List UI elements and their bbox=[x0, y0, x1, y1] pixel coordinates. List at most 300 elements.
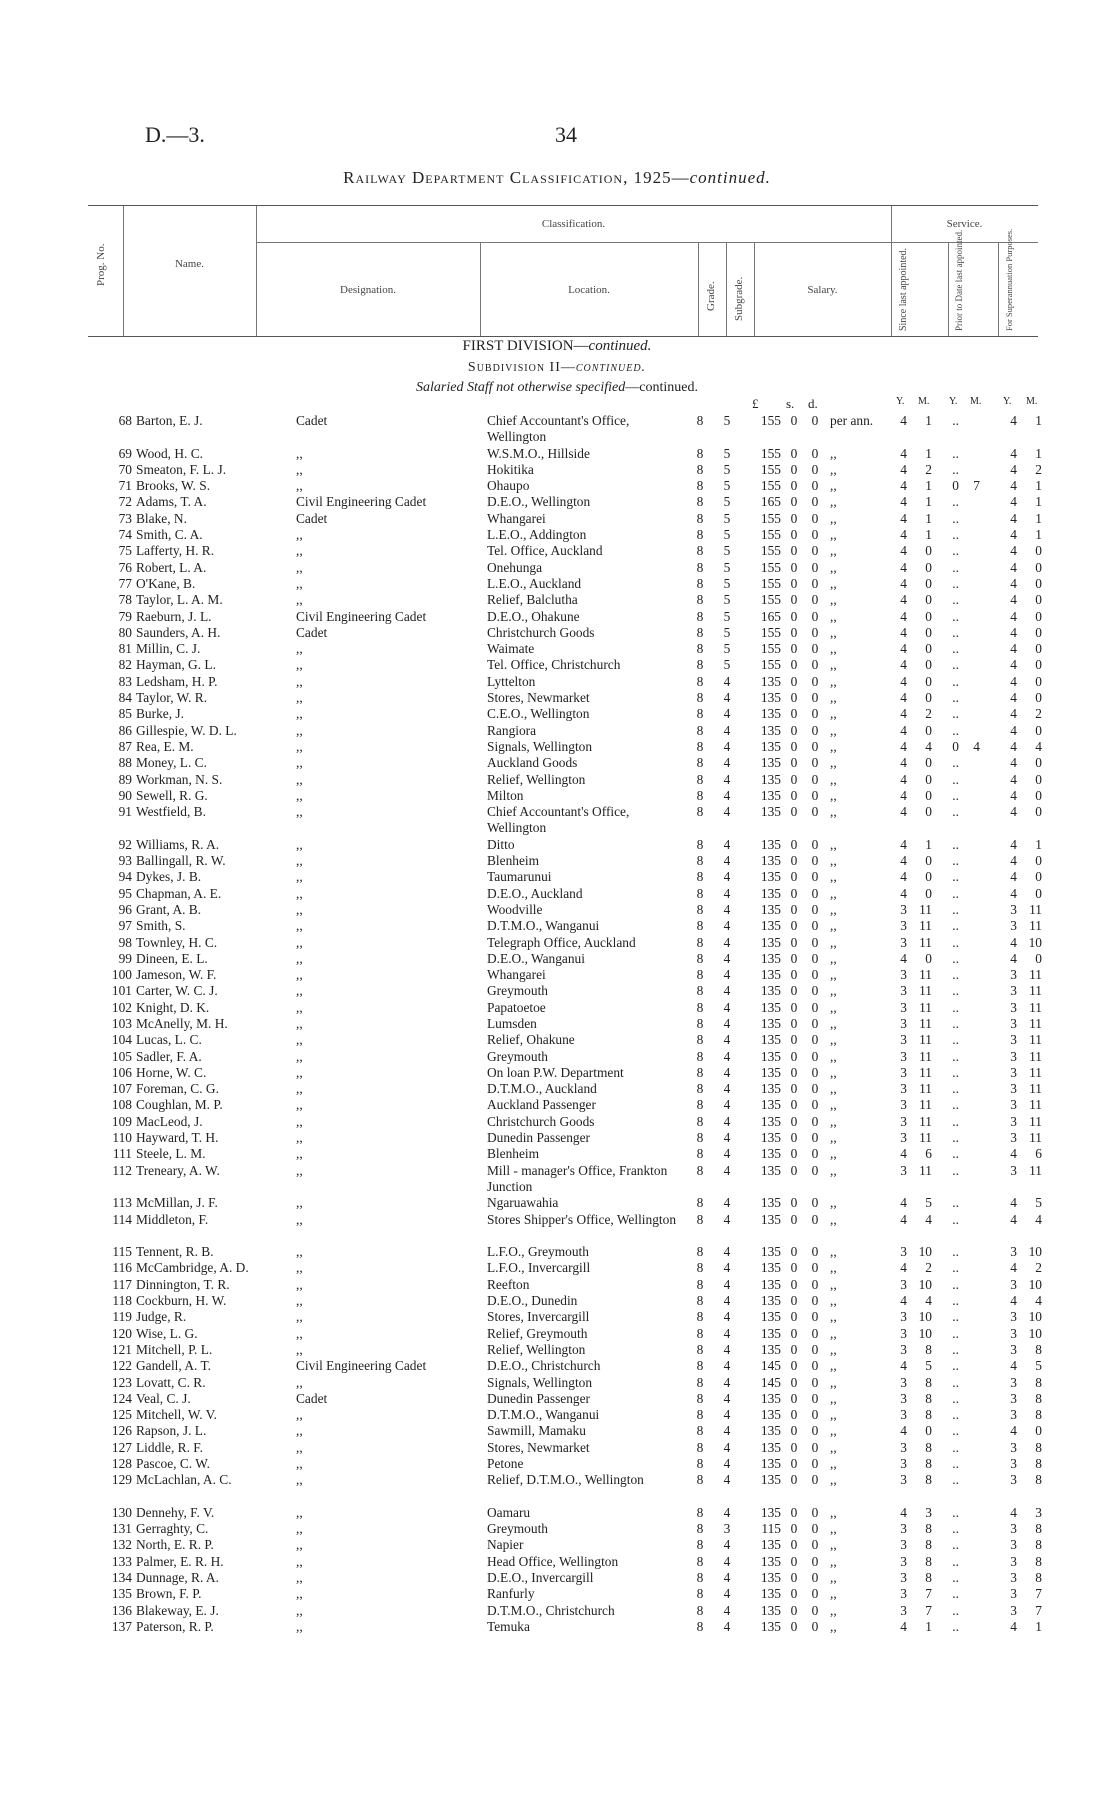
cell-dd: 0 bbox=[811, 967, 819, 983]
cell-fy: 4 bbox=[1010, 608, 1017, 624]
cell-per: ,, bbox=[830, 706, 837, 722]
cell-desig: ,, bbox=[296, 787, 303, 803]
cell-sh: 0 bbox=[790, 1195, 798, 1211]
cell-grade: 8 bbox=[696, 559, 704, 575]
cell-sy: 3 bbox=[900, 1553, 907, 1569]
cell-name: Jameson, W. F. bbox=[136, 967, 217, 983]
cell-per: ,, bbox=[830, 1293, 837, 1309]
cell-sh: 0 bbox=[790, 836, 798, 852]
cell-desig: ,, bbox=[296, 592, 303, 608]
table-row bbox=[0, 1586, 1114, 1602]
unit-years-1: Y. bbox=[896, 396, 905, 407]
cell-prog: 84 bbox=[118, 690, 132, 706]
cell-sy: 4 bbox=[900, 657, 907, 673]
cell-py: .. bbox=[952, 494, 959, 510]
cell-prog: 95 bbox=[118, 885, 132, 901]
cell-fm: 0 bbox=[1035, 869, 1042, 885]
cell-pm: 7 bbox=[973, 478, 980, 494]
cell-grade: 8 bbox=[696, 1504, 704, 1520]
cell-fm: 11 bbox=[1029, 967, 1042, 983]
table-row bbox=[0, 560, 1114, 576]
cell-py: .. bbox=[952, 706, 959, 722]
cell-py: .. bbox=[952, 559, 959, 575]
title-main: Railway Department Classification, 1925— bbox=[343, 168, 690, 187]
table-row bbox=[0, 1293, 1114, 1309]
cell-name: Liddle, R. F. bbox=[136, 1439, 203, 1455]
cell-name: Wood, H. C. bbox=[136, 445, 203, 461]
cell-fm: 0 bbox=[1035, 657, 1042, 673]
cell-dd: 0 bbox=[811, 787, 819, 803]
cell-sh: 0 bbox=[790, 1423, 798, 1439]
cell-name: Brooks, W. S. bbox=[136, 478, 211, 494]
cell-grade: 8 bbox=[696, 494, 704, 510]
cell-sm: 1 bbox=[925, 494, 932, 510]
table-row bbox=[0, 706, 1114, 722]
unit-years-3: Y. bbox=[1003, 396, 1012, 407]
cell-name: Pascoe, C. W. bbox=[136, 1456, 211, 1471]
table-row bbox=[0, 837, 1114, 853]
cell-sy: 4 bbox=[900, 641, 907, 657]
cell-name: Palmer, E. R. H. bbox=[136, 1553, 224, 1569]
cell-desig: ,, bbox=[296, 1439, 303, 1455]
cell-sm: 0 bbox=[925, 608, 932, 624]
cell-py: .. bbox=[952, 1309, 959, 1325]
table-row bbox=[0, 674, 1114, 690]
cell-sub: 5 bbox=[723, 461, 731, 477]
cell-name: Westfield, B. bbox=[136, 804, 206, 820]
cell-per: ,, bbox=[830, 755, 837, 771]
cell-per: ,, bbox=[830, 950, 837, 966]
document-reference: D.—3. bbox=[145, 122, 205, 147]
cell-dd: 0 bbox=[811, 1553, 819, 1569]
cell-dd: 0 bbox=[811, 1456, 819, 1471]
cell-fy: 4 bbox=[1010, 1423, 1017, 1439]
cell-grade: 8 bbox=[696, 1097, 704, 1113]
cell-py: .. bbox=[952, 804, 959, 820]
cell-per: ,, bbox=[830, 1195, 837, 1211]
cell-sy: 3 bbox=[900, 1032, 907, 1048]
cell-grade: 8 bbox=[696, 624, 704, 640]
cell-sub: 4 bbox=[723, 1293, 731, 1309]
cell-grade: 8 bbox=[696, 1211, 704, 1227]
cell-sm: 11 bbox=[919, 934, 932, 950]
cell-sub: 4 bbox=[723, 1015, 731, 1031]
cell-per: ,, bbox=[830, 787, 837, 803]
cell-desig: ,, bbox=[296, 1537, 303, 1553]
cell-prog: 132 bbox=[111, 1537, 132, 1553]
cell-sm: 0 bbox=[925, 869, 932, 885]
cell-name: Veal, C. J. bbox=[136, 1390, 191, 1406]
cell-per: ,, bbox=[830, 1504, 837, 1520]
cell-sh: 0 bbox=[790, 1553, 798, 1569]
cell-sh: 0 bbox=[790, 1456, 798, 1471]
cell-fy: 4 bbox=[1010, 445, 1017, 461]
cell-per: ,, bbox=[830, 1211, 837, 1227]
cell-fy: 4 bbox=[1010, 1211, 1017, 1227]
cell-sy: 4 bbox=[900, 592, 907, 608]
cell-fy: 4 bbox=[1010, 690, 1017, 706]
cell-grade: 8 bbox=[696, 706, 704, 722]
cell-grade: 8 bbox=[696, 722, 704, 738]
cell-desig: Civil Engineering Cadet bbox=[296, 1358, 427, 1374]
cell-name: Rapson, J. L. bbox=[136, 1423, 207, 1439]
header-divider bbox=[256, 242, 1038, 243]
cell-prog: 71 bbox=[118, 478, 132, 494]
cell-sy: 4 bbox=[900, 1358, 907, 1374]
cell-loc: Sawmill, Mamaku bbox=[487, 1423, 586, 1439]
cell-py: .. bbox=[952, 461, 959, 477]
cell-sh: 0 bbox=[790, 722, 798, 738]
cell-py: .. bbox=[952, 755, 959, 771]
cell-loc: D.E.O., Wanganui bbox=[487, 950, 585, 966]
cell-sy: 3 bbox=[900, 934, 907, 950]
cell-fm: 11 bbox=[1029, 901, 1042, 917]
cell-fy: 3 bbox=[1010, 999, 1017, 1015]
cell-sy: 3 bbox=[900, 1113, 907, 1129]
cell-dd: 0 bbox=[811, 1602, 819, 1618]
cell-py: .. bbox=[952, 608, 959, 624]
cell-grade: 8 bbox=[696, 510, 704, 526]
table-row bbox=[0, 1505, 1114, 1521]
cell-prog: 106 bbox=[111, 1064, 132, 1080]
cell-sub: 4 bbox=[723, 999, 731, 1015]
cell-sm: 11 bbox=[919, 983, 932, 999]
cell-loc: L.E.O., Auckland bbox=[487, 575, 582, 591]
cell-prog: 115 bbox=[112, 1244, 132, 1260]
col-divider bbox=[698, 242, 699, 336]
cell-desig: ,, bbox=[296, 575, 303, 591]
cell-sy: 4 bbox=[900, 885, 907, 901]
cell-grade: 8 bbox=[696, 527, 704, 543]
cell-sm: 11 bbox=[919, 901, 932, 917]
cell-name: Dunnage, R. A. bbox=[136, 1570, 219, 1586]
cell-sal: 155 bbox=[760, 413, 781, 428]
cell-prog: 134 bbox=[111, 1570, 132, 1586]
cell-sub: 4 bbox=[723, 1032, 731, 1048]
cell-loc: Ranfurly bbox=[487, 1586, 535, 1602]
cell-sub: 4 bbox=[723, 1390, 731, 1406]
cell-grade: 8 bbox=[696, 1602, 704, 1618]
cell-sy: 3 bbox=[900, 1064, 907, 1080]
cell-py: .. bbox=[952, 1097, 959, 1113]
cell-fm: 10 bbox=[1028, 934, 1042, 950]
cell-sub: 4 bbox=[723, 1097, 731, 1113]
cell-sm: 8 bbox=[925, 1341, 932, 1357]
table-row bbox=[0, 413, 1114, 446]
cell-prog: 135 bbox=[111, 1586, 132, 1602]
cell-sal: 135 bbox=[760, 1325, 781, 1341]
cell-fm: 0 bbox=[1035, 755, 1042, 771]
cell-sub: 4 bbox=[723, 1553, 731, 1569]
table-row bbox=[0, 967, 1114, 983]
cell-grade: 8 bbox=[696, 1260, 704, 1276]
cell-fm: 5 bbox=[1035, 1358, 1042, 1374]
table-row bbox=[0, 1065, 1114, 1081]
cell-grade: 8 bbox=[696, 885, 704, 901]
cell-sm: 7 bbox=[925, 1586, 932, 1602]
cell-py: .. bbox=[952, 1602, 959, 1618]
cell-sh: 0 bbox=[790, 559, 798, 575]
cell-desig: ,, bbox=[296, 527, 303, 543]
cell-dd: 0 bbox=[811, 804, 819, 820]
cell-fm: 5 bbox=[1035, 1195, 1042, 1211]
cell-grade: 8 bbox=[696, 1032, 704, 1048]
cell-sal: 135 bbox=[760, 967, 781, 983]
cell-prog: 102 bbox=[111, 999, 132, 1015]
cell-sal: 155 bbox=[760, 527, 781, 543]
cell-name: Chapman, A. E. bbox=[136, 885, 222, 901]
cell-fy: 3 bbox=[1010, 1602, 1017, 1618]
cell-sy: 3 bbox=[900, 1015, 907, 1031]
cell-grade: 8 bbox=[696, 853, 704, 869]
cell-sy: 3 bbox=[900, 999, 907, 1015]
cell-per: ,, bbox=[830, 738, 837, 754]
cell-loc: Whangarei bbox=[487, 510, 546, 526]
cell-loc: Dunedin Passenger bbox=[487, 1130, 591, 1146]
unit-shillings: s. bbox=[786, 396, 795, 411]
cell-sy: 4 bbox=[900, 836, 907, 852]
cell-sub: 4 bbox=[723, 706, 731, 722]
cell-sub: 4 bbox=[723, 918, 731, 934]
cell-name: Cockburn, H. W. bbox=[136, 1293, 227, 1309]
cell-sm: 2 bbox=[925, 706, 932, 722]
cell-per: ,, bbox=[830, 1358, 837, 1374]
cell-per: ,, bbox=[830, 575, 837, 591]
cell-fm: 0 bbox=[1035, 624, 1042, 640]
cell-fy: 3 bbox=[1010, 1309, 1017, 1325]
cell-py: .. bbox=[952, 1407, 959, 1423]
cell-per: ,, bbox=[830, 885, 837, 901]
cell-desig: ,, bbox=[296, 1130, 303, 1146]
cell-prog: 88 bbox=[118, 755, 132, 771]
cell-fy: 4 bbox=[1010, 641, 1017, 657]
cell-per: per ann. bbox=[830, 413, 874, 428]
cell-sy: 4 bbox=[900, 722, 907, 738]
cell-per: ,, bbox=[830, 559, 837, 575]
cell-name: Foreman, C. G. bbox=[136, 1081, 219, 1097]
table-row bbox=[0, 951, 1114, 967]
cell-desig: ,, bbox=[296, 1309, 303, 1325]
cell-grade: 8 bbox=[696, 755, 704, 771]
cell-grade: 8 bbox=[696, 804, 704, 820]
cell-py: .. bbox=[952, 1293, 959, 1309]
cell-fy: 4 bbox=[1010, 869, 1017, 885]
cell-py: .. bbox=[952, 885, 959, 901]
cell-dd: 0 bbox=[811, 1097, 819, 1113]
cell-sy: 4 bbox=[900, 950, 907, 966]
cell-name: Lovatt, C. R. bbox=[136, 1374, 206, 1390]
cell-fy: 4 bbox=[1010, 559, 1017, 575]
cell-desig: ,, bbox=[296, 1570, 303, 1586]
cell-loc: W.S.M.O., Hillside bbox=[487, 445, 590, 461]
cell-loc: Chief Accountant's Office, Wellington bbox=[487, 804, 630, 836]
table-row bbox=[0, 1081, 1114, 1097]
cell-fm: 11 bbox=[1029, 1064, 1042, 1080]
cell-prog: 70 bbox=[118, 461, 132, 477]
cell-prog: 107 bbox=[111, 1081, 132, 1097]
cell-sh: 0 bbox=[790, 901, 798, 917]
cell-name: Tennent, R. B. bbox=[136, 1244, 214, 1260]
cell-grade: 8 bbox=[696, 1130, 704, 1146]
cell-dd: 0 bbox=[811, 1390, 819, 1406]
cell-per: ,, bbox=[830, 445, 837, 461]
cell-py: .. bbox=[952, 1390, 959, 1406]
cell-sy: 3 bbox=[900, 1456, 907, 1471]
cell-py: .. bbox=[952, 527, 959, 543]
cell-sal: 135 bbox=[760, 1064, 781, 1080]
cell-dd: 0 bbox=[811, 413, 819, 428]
cell-sub: 5 bbox=[723, 559, 731, 575]
cell-loc: Christchurch Goods bbox=[487, 1113, 595, 1129]
cell-py: .. bbox=[952, 1456, 959, 1471]
cell-sm: 1 bbox=[925, 445, 932, 461]
cell-py: .. bbox=[952, 1521, 959, 1537]
table-row bbox=[0, 804, 1114, 837]
cell-loc: Auckland Passenger bbox=[487, 1097, 596, 1113]
cell-dd: 0 bbox=[811, 1423, 819, 1439]
cell-dd: 0 bbox=[811, 1325, 819, 1341]
cell-grade: 8 bbox=[696, 1081, 704, 1097]
cell-loc: Ngaruawahia bbox=[487, 1195, 559, 1211]
cell-sub: 4 bbox=[723, 1113, 731, 1129]
cell-fm: 3 bbox=[1035, 1504, 1042, 1520]
cell-prog: 121 bbox=[111, 1341, 132, 1357]
cell-sy: 4 bbox=[900, 413, 907, 428]
cell-sh: 0 bbox=[790, 1504, 798, 1520]
cell-per: ,, bbox=[830, 1537, 837, 1553]
cell-fm: 1 bbox=[1035, 510, 1042, 526]
cell-dd: 0 bbox=[811, 1015, 819, 1031]
cell-fy: 4 bbox=[1010, 1618, 1017, 1634]
cell-prog: 78 bbox=[118, 592, 132, 608]
cell-sal: 135 bbox=[760, 1570, 781, 1586]
cell-sub: 4 bbox=[723, 934, 731, 950]
cell-dd: 0 bbox=[811, 575, 819, 591]
table-row bbox=[0, 1260, 1114, 1276]
cell-loc: Hokitika bbox=[487, 461, 534, 477]
cell-fy: 3 bbox=[1010, 1162, 1017, 1178]
cell-prog: 85 bbox=[118, 706, 132, 722]
cell-grade: 8 bbox=[696, 1325, 704, 1341]
cell-fm: 0 bbox=[1035, 559, 1042, 575]
cell-dd: 0 bbox=[811, 1032, 819, 1048]
cell-sh: 0 bbox=[790, 1407, 798, 1423]
cell-per: ,, bbox=[830, 1374, 837, 1390]
table-row bbox=[0, 739, 1114, 755]
cell-fy: 4 bbox=[1010, 934, 1017, 950]
cell-name: Judge, R. bbox=[136, 1309, 187, 1325]
cell-sal: 155 bbox=[760, 543, 781, 559]
col-divider bbox=[726, 242, 727, 336]
cell-loc: Mill - manager's Office, Frankton Junction bbox=[487, 1162, 668, 1194]
cell-sub: 4 bbox=[723, 787, 731, 803]
cell-desig: ,, bbox=[296, 771, 303, 787]
table-row bbox=[0, 1114, 1114, 1130]
cell-sal: 135 bbox=[760, 1586, 781, 1602]
cell-sal: 135 bbox=[760, 1113, 781, 1129]
cell-fm: 0 bbox=[1035, 690, 1042, 706]
cell-py: .. bbox=[952, 967, 959, 983]
cell-name: Mitchell, P. L. bbox=[136, 1341, 213, 1357]
cell-sm: 0 bbox=[925, 804, 932, 820]
cell-sh: 0 bbox=[790, 690, 798, 706]
cell-dd: 0 bbox=[811, 1521, 819, 1537]
cell-fy: 3 bbox=[1010, 1472, 1017, 1488]
cell-sal: 135 bbox=[760, 999, 781, 1015]
cell-loc: Napier bbox=[487, 1537, 524, 1553]
cell-sub: 4 bbox=[723, 1439, 731, 1455]
cell-fy: 4 bbox=[1010, 478, 1017, 494]
cell-per: ,, bbox=[830, 1081, 837, 1097]
cell-sub: 4 bbox=[723, 1374, 731, 1390]
cell-sm: 1 bbox=[925, 527, 932, 543]
cell-name: Ledsham, H. P. bbox=[136, 673, 218, 689]
cell-loc: Reefton bbox=[487, 1276, 530, 1292]
cell-sm: 0 bbox=[925, 885, 932, 901]
cell-desig: ,, bbox=[296, 690, 303, 706]
cell-per: ,, bbox=[830, 983, 837, 999]
cell-py: .. bbox=[952, 543, 959, 559]
cell-per: ,, bbox=[830, 967, 837, 983]
cell-fy: 3 bbox=[1010, 967, 1017, 983]
cell-sy: 3 bbox=[900, 1472, 907, 1488]
cell-grade: 8 bbox=[696, 543, 704, 559]
cell-sal: 135 bbox=[760, 983, 781, 999]
cell-grade: 8 bbox=[696, 1456, 704, 1471]
cell-loc: D.E.O., Christchurch bbox=[487, 1358, 601, 1374]
cell-sub: 5 bbox=[723, 641, 731, 657]
cell-loc: Milton bbox=[487, 787, 524, 803]
cell-sh: 0 bbox=[790, 608, 798, 624]
cell-sh: 0 bbox=[790, 1146, 798, 1162]
cell-sal: 135 bbox=[760, 1032, 781, 1048]
cell-fm: 11 bbox=[1029, 1097, 1042, 1113]
cell-py: 0 bbox=[952, 478, 959, 494]
cell-grade: 8 bbox=[696, 1407, 704, 1423]
cell-sal: 135 bbox=[760, 1276, 781, 1292]
cell-dd: 0 bbox=[811, 1113, 819, 1129]
cell-sal: 135 bbox=[760, 1015, 781, 1031]
cell-py: .. bbox=[952, 1211, 959, 1227]
cell-grade: 8 bbox=[696, 690, 704, 706]
cell-dd: 0 bbox=[811, 1374, 819, 1390]
cell-prog: 111 bbox=[112, 1146, 132, 1162]
cell-name: MacLeod, J. bbox=[136, 1113, 203, 1129]
cell-sal: 135 bbox=[760, 755, 781, 771]
table-row bbox=[0, 592, 1114, 608]
cell-name: Taylor, L. A. M. bbox=[136, 592, 223, 608]
cell-sh: 0 bbox=[790, 1064, 798, 1080]
cell-fm: 11 bbox=[1029, 999, 1042, 1015]
cell-sy: 4 bbox=[900, 755, 907, 771]
cell-per: ,, bbox=[830, 1162, 837, 1178]
cell-sub: 5 bbox=[723, 575, 731, 591]
cell-dd: 0 bbox=[811, 1260, 819, 1276]
cell-grade: 8 bbox=[696, 608, 704, 624]
cell-sy: 3 bbox=[900, 1130, 907, 1146]
cell-sub: 4 bbox=[723, 1162, 731, 1178]
cell-prog: 92 bbox=[118, 836, 132, 852]
cell-sub: 4 bbox=[723, 1423, 731, 1439]
subdivision-text: Subdivision II— bbox=[467, 360, 576, 375]
cell-fy: 4 bbox=[1010, 1358, 1017, 1374]
cell-sm: 11 bbox=[919, 1064, 932, 1080]
cell-name: Burke, J. bbox=[136, 706, 184, 722]
cell-sh: 0 bbox=[790, 885, 798, 901]
cell-per: ,, bbox=[830, 624, 837, 640]
cell-fm: 1 bbox=[1035, 445, 1042, 461]
cell-desig: ,, bbox=[296, 836, 303, 852]
